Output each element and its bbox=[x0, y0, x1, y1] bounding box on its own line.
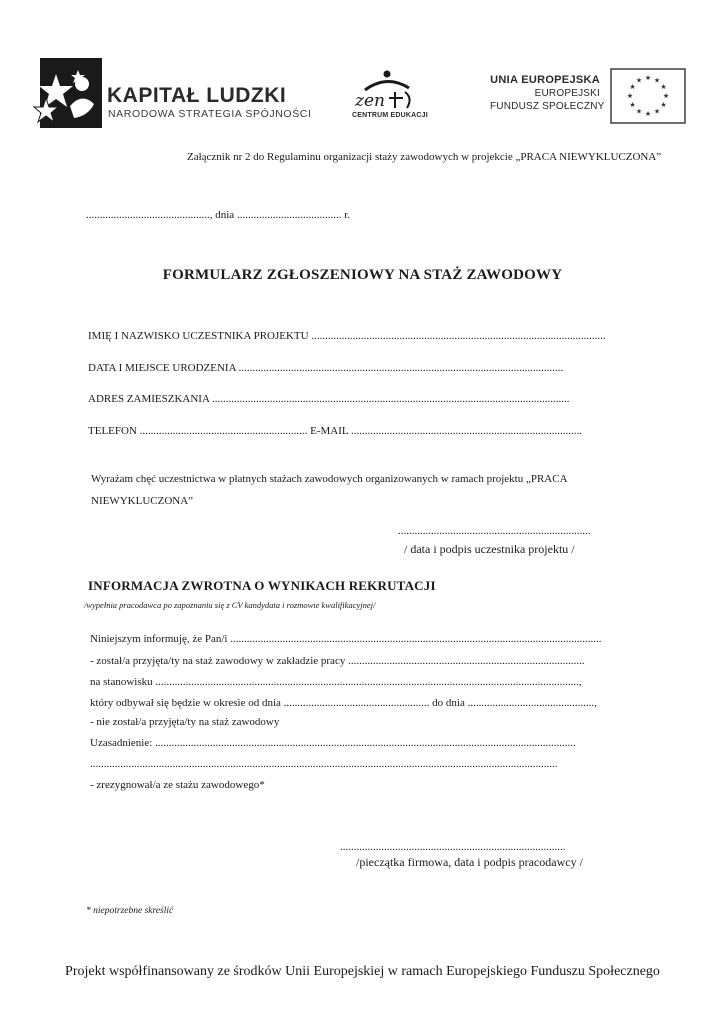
feedback-line-6[interactable]: Uzasadnienie: ......................................................................................................................................................... bbox=[90, 737, 576, 749]
attachment-note: Załącznik nr 2 do Regulaminu organizacji staży zawodowych w projekcie „PRACA NIEWYKLUCZONA” bbox=[187, 151, 662, 163]
feedback-heading: INFORMACJA ZWROTNA O WYNIKACH REKRUTACJI bbox=[88, 578, 436, 593]
birth-field[interactable]: DATA I MIEJSCE URODZENIA ...................................................................................................................... bbox=[88, 362, 564, 374]
address-field[interactable]: ADRES ZAMIESZKANIA .................................................................................................................................. bbox=[88, 393, 570, 405]
participant-signature-caption: / data i podpis uczestnika projektu / bbox=[404, 542, 575, 556]
kapital-ludzki-logo bbox=[30, 58, 110, 134]
eu-line-1: UNIA EUROPEJSKA bbox=[490, 74, 600, 86]
svg-text:★: ★ bbox=[653, 76, 661, 85]
feedback-line-5: - nie został/a przyjęta/ty na staż zawodowy bbox=[90, 716, 280, 728]
zenit-logo bbox=[347, 68, 425, 112]
svg-text:★: ★ bbox=[644, 110, 652, 118]
participant-signature-line[interactable]: ...................................................................... bbox=[398, 525, 591, 537]
svg-text:zen: zen bbox=[355, 91, 385, 111]
participation-declaration: Wyrażam chęć uczestnictwa w płatnych stażach zawodowych organizowanych w ramach projektu „PRACA NIEWYKLUCZONA” bbox=[91, 473, 567, 507]
svg-text:★: ★ bbox=[660, 101, 667, 109]
svg-text:★: ★ bbox=[635, 76, 643, 85]
svg-text:★: ★ bbox=[644, 74, 652, 82]
feedback-line-4[interactable]: który odbywał się będzie w okresie od dnia ..................................................... do dnia .............................................., bbox=[90, 697, 597, 709]
svg-text:★: ★ bbox=[629, 101, 636, 109]
employer-signature-line[interactable]: .................................................................................. bbox=[340, 841, 566, 853]
feedback-line-8: - zrezygnował/a ze stażu zawodowego* bbox=[90, 779, 265, 791]
eu-line-2: EUROPEJSKI bbox=[534, 88, 600, 99]
eu-flag-icon bbox=[610, 68, 686, 124]
footer: Projekt współfinansowany ze środków Unii Europejskiej w ramach Europejskiego Funduszu Społecznego bbox=[65, 964, 660, 979]
zenit-caption: CENTRUM EDUKACJI bbox=[352, 112, 428, 119]
kapital-ludzki-title: KAPITAŁ LUDZKI bbox=[107, 84, 287, 107]
phone-email-field[interactable]: TELEFON ............................................................. E-MAIL .................................................................................... bbox=[88, 425, 582, 437]
svg-text:★: ★ bbox=[626, 92, 634, 100]
feedback-hint: /wypełnia pracodawca po zapoznaniu się z CV kandydata i rozmowie kwalifikacyjnej/ bbox=[84, 600, 376, 610]
eu-fund-label bbox=[490, 74, 605, 113]
feedback-line-3[interactable]: na stanowisku .........................................................................................................................................................., bbox=[90, 676, 582, 688]
footnote: * niepotrzebne skreślić bbox=[86, 906, 174, 916]
svg-text:★: ★ bbox=[635, 107, 643, 116]
svg-text:★: ★ bbox=[653, 107, 661, 116]
place-date-line[interactable]: ............................................., dnia ...................................... r. bbox=[86, 209, 350, 221]
feedback-line-7[interactable]: .......................................................................................................................................................................... bbox=[90, 758, 558, 770]
svg-text:★: ★ bbox=[662, 92, 670, 100]
kapital-ludzki-subtitle: NARODOWA STRATEGIA SPÓJNOŚCI bbox=[108, 108, 312, 120]
eu-line-3: FUNDUSZ SPOŁECZNY bbox=[490, 101, 605, 112]
feedback-line-2[interactable]: - został/a przyjęta/ty na staż zawodowy w zakładzie pracy ...................................................................................... bbox=[90, 655, 585, 667]
svg-text:★: ★ bbox=[660, 83, 667, 91]
feedback-line-1[interactable]: Niniejszym informuję, że Pan/i ....................................................................................................................................... bbox=[90, 633, 602, 645]
form-title: FORMULARZ ZGŁOSZENIOWY NA STAŻ ZAWODOWY bbox=[162, 267, 563, 283]
employer-signature-caption: /pieczątka firmowa, data i podpis pracodawcy / bbox=[356, 855, 583, 869]
name-field[interactable]: IMIĘ I NAZWISKO UCZESTNIKA PROJEKTU ........................................................................................................... bbox=[88, 330, 606, 342]
svg-text:★: ★ bbox=[629, 83, 636, 91]
